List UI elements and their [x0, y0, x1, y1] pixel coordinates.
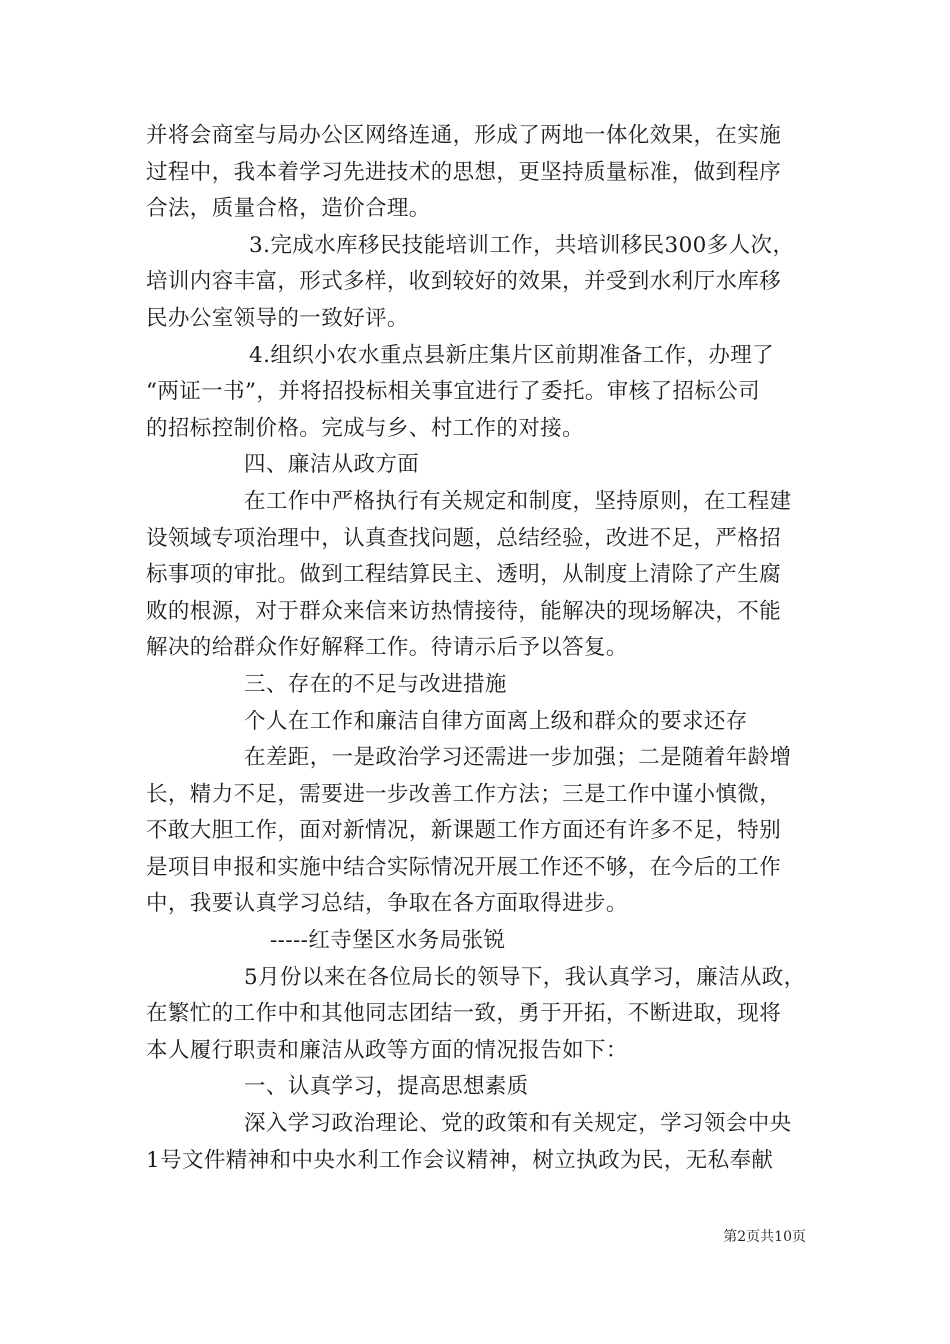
body-line: 是项目申报和实施中结合实际情况开展工作还不够，在今后的工作: [146, 854, 782, 880]
list-item-3: 3.完成水库移民技能培训工作，共培训移民300多人次，: [249, 232, 795, 258]
page-number: 第2页共10页: [723, 1229, 806, 1245]
section-heading-integrity: 四、廉洁从政方面: [244, 452, 420, 478]
body-line: 在繁忙的工作中和其他同志团结一致，勇于开拓，不断进取，现将: [146, 1001, 782, 1027]
list-item-4: 4.组织小农水重点县新庄集片区前期准备工作，办理了: [249, 342, 775, 368]
body-line: 民办公室领导的一致好评。: [146, 305, 409, 331]
body-line: 的招标控制价格。完成与乡、村工作的对接。: [146, 415, 585, 441]
body-line: 设领域专项治理中，认真查找问题，总结经验，改进不足，严格招: [146, 525, 782, 551]
paragraph-start: 在工作中严格执行有关规定和制度，坚持原则，在工程建: [244, 488, 792, 514]
section-heading-study: 一、认真学习，提高思想素质: [244, 1074, 529, 1100]
body-line: “两证一书”，并将招投标相关事宜进行了委托。审核了招标公司: [146, 379, 761, 405]
section-heading-shortcomings: 三、存在的不足与改进措施: [244, 671, 507, 697]
paragraph-start: 个人在工作和廉洁自律方面离上级和群众的要求还存: [244, 708, 748, 734]
body-line: 过程中，我本着学习先进技术的思想，更坚持质量标准，做到程序: [146, 159, 782, 185]
document-body: [146, 118, 806, 1179]
paragraph-start: 深入学习政治理论、党的政策和有关规定，学习领会中央: [244, 1111, 792, 1137]
body-line: 1号文件精神和中央水利工作会议精神，树立执政为民，无私奉献: [146, 1147, 774, 1173]
signature-line: -----红寺堡区水务局张锐: [270, 928, 506, 954]
body-line: 解决的给群众作好解释工作。待请示后予以答复。: [146, 635, 628, 661]
body-line: 不敢大胆工作，面对新情况，新课题工作方面还有许多不足，特别: [146, 818, 782, 844]
paragraph-start: 在差距，一是政治学习还需进一步加强；二是随着年龄增: [244, 745, 792, 771]
body-line: 本人履行职责和廉洁从政等方面的情况报告如下：: [146, 1037, 628, 1063]
body-line: 标事项的审批。做到工程结算民主、透明，从制度上清除了产生腐: [146, 562, 782, 588]
body-line: 败的根源，对于群众来信来访热情接待，能解决的现场解决，不能: [146, 598, 782, 624]
body-line: 合法，质量合格，造价合理。: [146, 196, 431, 222]
body-line: 培训内容丰富，形式多样，收到较好的效果，并受到水利厅水库移: [146, 269, 782, 295]
body-line: 中，我要认真学习总结，争取在各方面取得进步。: [146, 891, 628, 917]
body-line: 长，精力不足，需要进一步改善工作方法；三是工作中谨小慎微，: [146, 781, 782, 807]
paragraph-start: 5月份以来在各位局长的领导下，我认真学习，廉洁从政，: [244, 964, 806, 990]
body-line: 并将会商室与局办公区网络连通，形成了两地一体化效果，在实施: [146, 123, 782, 148]
